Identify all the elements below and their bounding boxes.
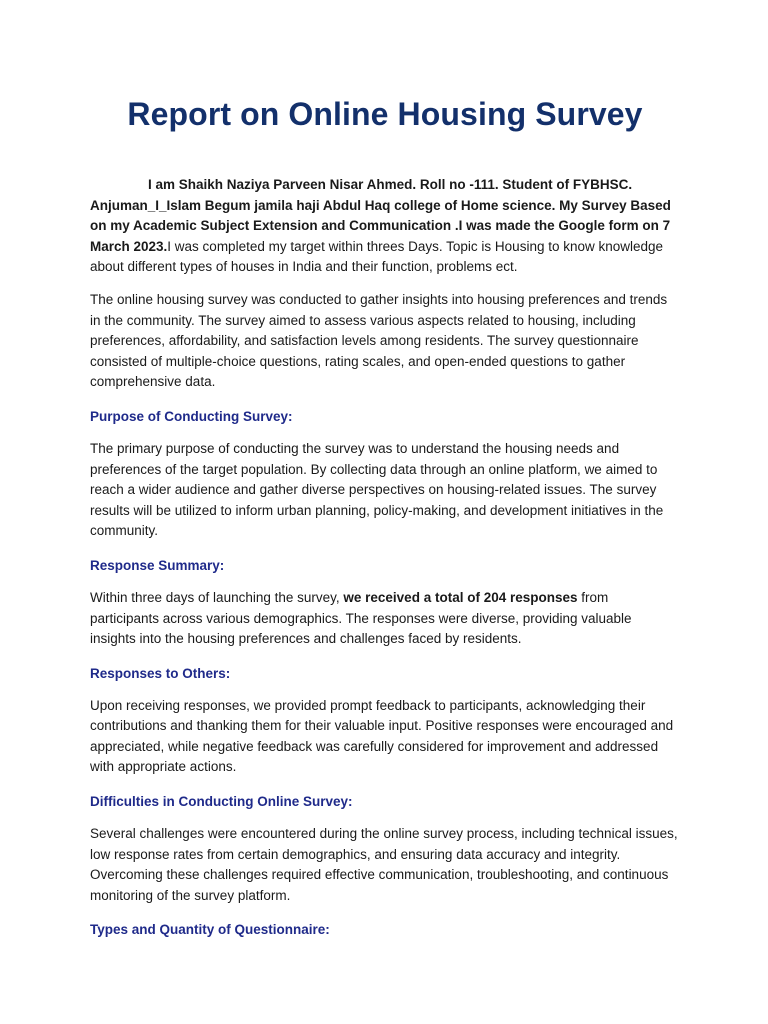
section-text-purpose: The primary purpose of conducting the survey was to understand the housing needs and preferences of the target population. By collecting data through an online platform, we aimed to reach a wider audience and gather diverse perspectives on housing-related issues. The survey results will be utilized to inform urban planning, policy-making, and development initiatives in the community.: [90, 440, 664, 539]
page-title: Report on Online Housing Survey: [127, 96, 643, 132]
intro-paragraph: [90, 175, 680, 278]
document-page: [90, 0, 680, 940]
section-text-difficulties: Several challenges were encountered during the online survey process, including technical issues, low response rates from certain demographics, and ensuring data accuracy and integrity. Overcoming these challenges required effective communication, troubleshooting, and continuous monitoring of the survey platform.: [90, 826, 678, 903]
response-summary-text-after: from participants across various demographics. The responses were diverse, providing valuable insights into the housing preferences and challenges faced by residents.: [90, 589, 632, 647]
intro-bold-text: I am Shaikh Naziya Parveen Nisar Ahmed. Roll no -111. Student of FYBHSC. Anjuman_I_Islam Begum jamila haji Abdul Haq college of Home science. My Survey Based on my Academic Subject Extension and Communication .I was made the Google form on 7 March 2023.: [90, 177, 671, 254]
section-heading-types: Types and Quantity of Questionnaire:: [90, 922, 330, 938]
section-text-response-summary: [90, 588, 680, 650]
intro-normal-text: I was completed my target within threes Days. Topic is Housing to know knowledge about different types of houses in India and their function, problems ect.: [90, 238, 664, 275]
response-summary-text-before: Within three days of launching the survey,: [90, 589, 344, 605]
section-heading-response-summary: Response Summary:: [90, 557, 225, 573]
section-heading-difficulties: Difficulties in Conducting Online Survey:: [90, 794, 353, 810]
overview-paragraph: The online housing survey was conducted to gather insights into housing preferences and trends in the community. The survey aimed to assess various aspects related to housing, including preferences, affordability, and satisfaction levels among residents. The survey questionnaire consisted of multiple-choice questions, rating scales, and open-ended questions to gather comprehensive data.: [90, 291, 668, 390]
section-text-responses-to-others: Upon receiving responses, we provided prompt feedback to participants, acknowledging their contributions and thanking them for their valuable input. Positive responses were encouraged and appreciated, while negative feedback was carefully considered for improvement and addressed with appropriate actions.: [90, 697, 674, 775]
section-heading-responses-to-others: Responses to Others:: [90, 665, 231, 681]
response-summary-bold-text: we received a total of 204 responses: [343, 589, 578, 605]
section-heading-purpose: Purpose of Conducting Survey:: [90, 408, 293, 424]
